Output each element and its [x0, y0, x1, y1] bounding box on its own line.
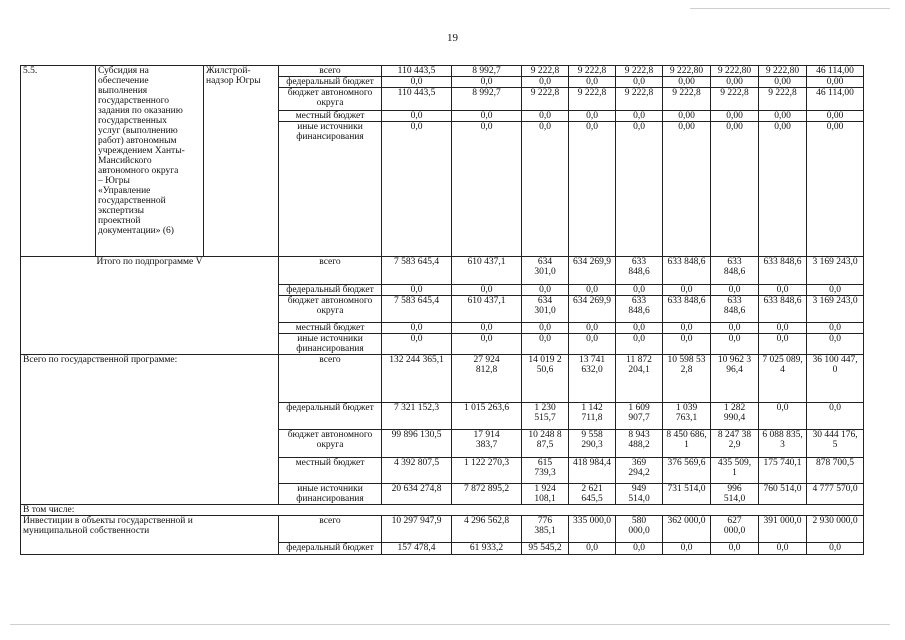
value-cell: 0,0 [522, 77, 569, 88]
value-cell: 0,0 [616, 334, 663, 355]
value-cell: 1 015 263,6 [452, 403, 522, 430]
value-cell: 0,0 [711, 543, 759, 555]
funding-source-cell: иные источники финансирования [279, 122, 382, 257]
funding-source-cell: бюджет автономного округа [279, 296, 382, 323]
value-cell: 0,00 [663, 77, 711, 88]
value-cell: 0,0 [569, 285, 616, 296]
value-cell: 61 933,2 [452, 543, 522, 555]
scan-artifact-bottom [10, 624, 890, 625]
funding-source-cell: всего [279, 355, 382, 403]
value-cell: 9 222,8 [759, 88, 807, 111]
value-cell: 20 634 274,8 [382, 484, 452, 505]
value-cell: 14 019 2 50,6 [522, 355, 569, 403]
value-cell: 36 100 447, 0 [807, 355, 864, 403]
value-cell: 633 848,6 [616, 296, 663, 323]
value-cell: 11 872 204,1 [616, 355, 663, 403]
value-cell: 610 437,1 [452, 296, 522, 323]
value-cell: 0,0 [711, 285, 759, 296]
value-cell: 0,0 [522, 334, 569, 355]
value-cell: 0,0 [711, 334, 759, 355]
value-cell: 110 443,5 [382, 88, 452, 111]
value-cell: 0,0 [663, 323, 711, 334]
value-cell: 8 247 38 2,9 [711, 430, 759, 458]
investments-label: Инвестиции в объекты государственной и муниципальной собственности [21, 516, 279, 555]
value-cell: 1 282 990,4 [711, 403, 759, 430]
value-cell: 9 222,8 [616, 66, 663, 77]
value-cell: 7 872 895,2 [452, 484, 522, 505]
value-cell: 0,0 [616, 543, 663, 555]
value-cell: 9 222,80 [663, 66, 711, 77]
value-cell: 634 269,9 [569, 296, 616, 323]
value-cell: 4 392 807,5 [382, 458, 452, 484]
value-cell: 0,0 [759, 334, 807, 355]
value-cell: 731 514,0 [663, 484, 711, 505]
value-cell: 0,0 [616, 111, 663, 122]
value-cell: 8 450 686, 1 [663, 430, 711, 458]
value-cell: 0,0 [759, 403, 807, 430]
item-name-cell: Субсидия на обеспечение выполнения государственного задания по оказанию государственных услуг (выполнению работ) автономным учреждением Ханты- Мансийского автономного округа – Югры «Управление государственной экспертизы проектной документации» (6) [96, 66, 204, 257]
value-cell: 0,0 [382, 122, 452, 257]
value-cell: 580 000,0 [616, 516, 663, 543]
funding-source-cell: иные источники финансирования [279, 484, 382, 505]
value-cell: 4 296 562,8 [452, 516, 522, 543]
value-cell: 760 514,0 [759, 484, 807, 505]
value-cell: 435 509, 1 [711, 458, 759, 484]
executor-cell: Жилстрой- надзор Югры [204, 66, 279, 257]
value-cell: 9 222,8 [711, 88, 759, 111]
value-cell: 0,0 [522, 111, 569, 122]
funding-source-cell: всего [279, 66, 382, 77]
value-cell: 0,0 [452, 111, 522, 122]
value-cell: 7 583 645,4 [382, 257, 452, 285]
value-cell: 0,0 [616, 122, 663, 257]
value-cell: 0,00 [663, 111, 711, 122]
value-cell: 418 984,4 [569, 458, 616, 484]
value-cell: 10 598 53 2,8 [663, 355, 711, 403]
funding-source-cell: федеральный бюджет [279, 543, 382, 555]
value-cell: 634 301,0 [522, 257, 569, 285]
value-cell: 0,0 [569, 122, 616, 257]
table-row [21, 505, 864, 516]
value-cell: 46 114,00 [807, 88, 864, 111]
value-cell: 633 848,6 [759, 296, 807, 323]
value-cell: 0,0 [452, 285, 522, 296]
funding-source-cell: местный бюджет [279, 323, 382, 334]
value-cell: 0,0 [807, 285, 864, 296]
value-cell: 0,0 [569, 323, 616, 334]
value-cell: 9 222,80 [759, 66, 807, 77]
value-cell: 0,0 [759, 323, 807, 334]
funding-source-cell: бюджет автономного округа [279, 430, 382, 458]
value-cell: 633 848,6 [663, 296, 711, 323]
value-cell: 627 000,0 [711, 516, 759, 543]
value-cell: 0,0 [569, 77, 616, 88]
value-cell: 610 437,1 [452, 257, 522, 285]
table-row [21, 355, 864, 403]
value-cell: 9 222,8 [569, 66, 616, 77]
value-cell: 175 740,1 [759, 458, 807, 484]
funding-source-cell: местный бюджет [279, 111, 382, 122]
value-cell: 0,00 [807, 77, 864, 88]
value-cell: 1 142 711,8 [569, 403, 616, 430]
value-cell: 0,0 [452, 77, 522, 88]
value-cell: 13 741 632,0 [569, 355, 616, 403]
value-cell: 3 169 243,0 [807, 257, 864, 285]
value-cell: 0,0 [382, 285, 452, 296]
value-cell: 633 848,6 [711, 296, 759, 323]
funding-source-cell: всего [279, 516, 382, 543]
value-cell: 6 088 835, 3 [759, 430, 807, 458]
value-cell: 2 621 645,5 [569, 484, 616, 505]
value-cell: 0,0 [616, 77, 663, 88]
program-total-label: Всего по государственной программе: [21, 355, 279, 505]
value-cell: 132 244 365,1 [382, 355, 452, 403]
value-cell: 3 169 243,0 [807, 296, 864, 323]
value-cell: 0,0 [382, 77, 452, 88]
funding-source-cell: федеральный бюджет [279, 285, 382, 296]
value-cell: 4 777 570,0 [807, 484, 864, 505]
financing-table [20, 65, 864, 555]
value-cell: 0,0 [569, 334, 616, 355]
value-cell: 0,0 [663, 543, 711, 555]
value-cell: 633 848,6 [711, 257, 759, 285]
value-cell: 0,00 [807, 122, 864, 257]
value-cell: 1 924 108,1 [522, 484, 569, 505]
page-number: 19 [447, 32, 458, 44]
value-cell: 8 992,7 [452, 66, 522, 77]
value-cell: 362 000,0 [663, 516, 711, 543]
value-cell: 8 992,7 [452, 88, 522, 111]
value-cell: 9 222,8 [616, 88, 663, 111]
value-cell: 0,00 [759, 122, 807, 257]
value-cell: 0,0 [711, 323, 759, 334]
scan-artifact-top [690, 8, 890, 9]
value-cell: 0,0 [452, 122, 522, 257]
table-row [21, 66, 864, 77]
funding-source-cell: бюджет автономного округа [279, 88, 382, 111]
value-cell: 0,0 [663, 334, 711, 355]
value-cell: 0,0 [382, 334, 452, 355]
value-cell: 0,0 [522, 323, 569, 334]
table-body [21, 66, 864, 555]
value-cell: 157 478,4 [382, 543, 452, 555]
value-cell: 0,0 [522, 285, 569, 296]
including-label: В том числе: [21, 505, 864, 516]
value-cell: 9 222,8 [663, 88, 711, 111]
value-cell: 776 385,1 [522, 516, 569, 543]
subprogram-total-label: Итого по подпрограмме V [21, 257, 279, 355]
value-cell: 0,0 [616, 323, 663, 334]
value-cell: 9 558 290,3 [569, 430, 616, 458]
value-cell: 634 301,0 [522, 296, 569, 323]
value-cell: 9 222,8 [522, 88, 569, 111]
value-cell: 0,00 [759, 111, 807, 122]
value-cell: 10 248 8 87,5 [522, 430, 569, 458]
value-cell: 0,0 [452, 323, 522, 334]
value-cell: 0,0 [522, 122, 569, 257]
value-cell: 0,00 [711, 111, 759, 122]
value-cell: 9 222,8 [522, 66, 569, 77]
value-cell: 0,0 [382, 111, 452, 122]
value-cell: 0,0 [452, 334, 522, 355]
value-cell: 0,0 [807, 334, 864, 355]
value-cell: 0,0 [663, 285, 711, 296]
funding-source-cell: иные источники финансирования [279, 334, 382, 355]
value-cell: 0,00 [711, 77, 759, 88]
value-cell: 7 583 645,4 [382, 296, 452, 323]
value-cell: 633 848,6 [663, 257, 711, 285]
value-cell: 949 514,0 [616, 484, 663, 505]
value-cell: 17 914 383,7 [452, 430, 522, 458]
item-number-cell: 5.5. [21, 66, 96, 257]
value-cell: 0,0 [569, 111, 616, 122]
value-cell: 0,0 [382, 323, 452, 334]
value-cell: 633 848,6 [616, 257, 663, 285]
funding-source-cell: федеральный бюджет [279, 403, 382, 430]
value-cell: 369 294,2 [616, 458, 663, 484]
value-cell: 615 739,3 [522, 458, 569, 484]
funding-source-cell: федеральный бюджет [279, 77, 382, 88]
funding-source-cell: местный бюджет [279, 458, 382, 484]
value-cell: 996 514,0 [711, 484, 759, 505]
value-cell: 1 039 763,1 [663, 403, 711, 430]
value-cell: 0,0 [569, 543, 616, 555]
value-cell: 376 569,6 [663, 458, 711, 484]
value-cell: 0,0 [807, 403, 864, 430]
value-cell: 9 222,8 [569, 88, 616, 111]
value-cell: 0,00 [663, 122, 711, 257]
value-cell: 0,0 [759, 285, 807, 296]
value-cell: 7 321 152,3 [382, 403, 452, 430]
value-cell: 1 230 515,7 [522, 403, 569, 430]
table-row [21, 257, 864, 285]
value-cell: 110 443,5 [382, 66, 452, 77]
value-cell: 0,0 [807, 323, 864, 334]
value-cell: 0,0 [616, 285, 663, 296]
value-cell: 0,00 [807, 111, 864, 122]
value-cell: 1 122 270,3 [452, 458, 522, 484]
value-cell: 2 930 000,0 [807, 516, 864, 543]
funding-source-cell: всего [279, 257, 382, 285]
value-cell: 0,0 [759, 543, 807, 555]
table-row [21, 516, 864, 543]
value-cell: 7 025 089, 4 [759, 355, 807, 403]
value-cell: 10 297 947,9 [382, 516, 452, 543]
value-cell: 0,00 [711, 122, 759, 257]
value-cell: 0,0 [807, 543, 864, 555]
value-cell: 1 609 907,7 [616, 403, 663, 430]
value-cell: 633 848,6 [759, 257, 807, 285]
value-cell: 335 000,0 [569, 516, 616, 543]
value-cell: 0,00 [759, 77, 807, 88]
value-cell: 9 222,80 [711, 66, 759, 77]
value-cell: 95 545,2 [522, 543, 569, 555]
value-cell: 391 000,0 [759, 516, 807, 543]
value-cell: 8 943 488,2 [616, 430, 663, 458]
value-cell: 30 444 176, 5 [807, 430, 864, 458]
value-cell: 46 114,00 [807, 66, 864, 77]
value-cell: 27 924 812,8 [452, 355, 522, 403]
value-cell: 10 962 3 96,4 [711, 355, 759, 403]
value-cell: 99 896 130,5 [382, 430, 452, 458]
value-cell: 878 700,5 [807, 458, 864, 484]
value-cell: 634 269,9 [569, 257, 616, 285]
